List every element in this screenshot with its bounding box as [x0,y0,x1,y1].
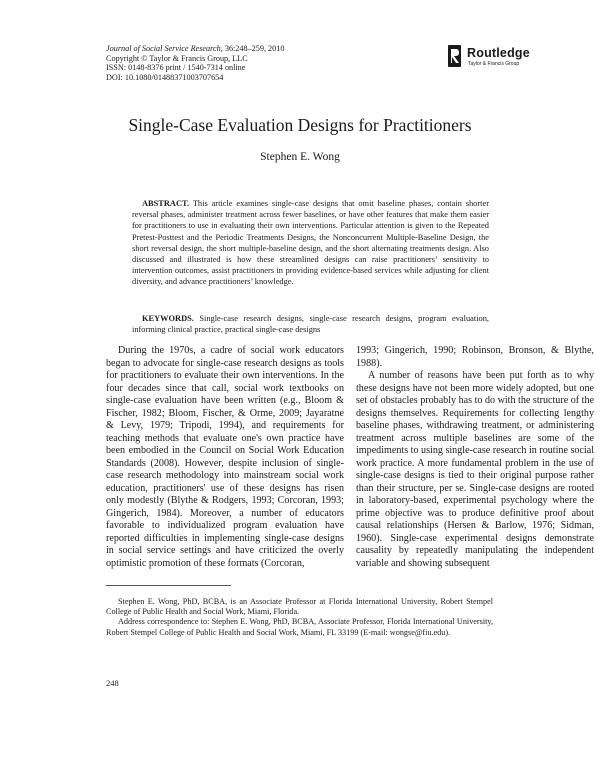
keywords-label: KEYWORDS. [142,314,194,323]
abstract-text: This article examines single-case designs that omit baseline phases, contain shorter reversal phases, administer treatment across fewer baselines, or have other features that make them easier for practitioners to use in evaluating their own interventions. Particular attention is given to the Repeated Pretest-Posttest and the Periodic Treatments Designs, the Nonconcurrent Multiple-Baseline Design, the short reversal design, the short multiple-baseline design, and the short alternating treatments design. Also discussed and illustrated is how these streamlined designs can raise practitioners’ sensitivity to intervention outcomes, assist practitioners in providing evidence-based services while adjusting for client diversity, and advance practitioners’ knowledge. [132,199,489,287]
journal-volume-pages: 36:248–259, 2010 [222,44,285,53]
footnotes [106,597,493,638]
keywords-text: Single-case research designs, single-case research designs, program evaluation, informing clinical practice, practical single-case designs [132,314,489,335]
publisher-logo [448,45,558,75]
journal-citation-line [106,44,406,54]
body-paragraph: A number of reasons have been put forth as to why these designs have not been more widely adopted, but one set of obstacles probably has to do with the structure of the designs themselves. Requirements for collecting lengthy baseline phases, withdrawing treatment, or administering treatment across multiple baselines are some of the impediments to using single-case research in routine social work practice. A more fundamental problem in the use of single-case designs is tied to their original purpose rather than their structure, per se. Single-case designs are rooted in laboratory-based, experimental psychology where the prime objective was to produce definitive proof about causal relationships (Hersen & Barlow, 1976; Sidman, 1960). Single-case experimental designs demonstrate causality by repeatedly manipulating the independent variable and showing subsequent [356,370,594,569]
publisher-name: Routledge [467,46,530,60]
author-affiliation-note: Stephen E. Wong, PhD, BCBA, is an Associate Professor at Florida International University, Robert Stempel College of Public Health and Social Work, Miami, Florida. [106,597,493,617]
body-column-left: During the 1970s, a cadre of social work educators began to advocate for single-case research designs as tools for practitioners to evaluate their own interventions. In the four decades since that call, social work textbooks on single-case evaluation have been written (e.g., Bloom & Fischer, 1982; Bloom, Fischer, & Orme, 2009; Jayaratne & Levy, 1979; Tripodi, 1994), and requirements for teaching methods that evaluate one's own practice have been embodied in the Council on Social Work Education Standards (2008). However, despite inclusion of single-case research methodology into mainstream social work education, practitioners' use of these designs has risen only modestly (Blythe & Rodgers, 1993; Corcoran, 1993; Gingerich, 1984). Moreover, a number of educators favorable to individualized program evaluation have reported difficulties in implementing single-case designs in social service settings and have criticized the overly optimistic promotion of these formats (Corcoran, [106,345,344,569]
publisher-subtitle: Taylor & Francis Group [468,61,520,67]
article-title: Single-Case Evaluation Designs for Practitioners [128,115,472,135]
article-author: Stephen E. Wong [260,151,340,163]
abstract [132,198,489,288]
body-column-right [356,345,594,570]
routledge-logo-icon [448,45,461,67]
issn-line: ISSN: 0148-8376 print / 1540-7314 online [106,63,246,73]
page-number: 248 [106,678,119,688]
journal-header [106,44,406,82]
correspondence-note: Address correspondence to: Stephen E. Wong, PhD, BCBA, Associate Professor, Florida International University, Robert Stempel College of Public Health and Social Work, Miami, FL 33199 (E-mail: wongse@fiu.edu). [106,617,493,637]
copyright-line: Copyright © Taylor & Francis Group, LLC [106,53,248,63]
keywords [132,313,489,335]
journal-name: Journal of Social Service Research, [106,44,223,53]
footnote-divider [106,585,231,586]
abstract-label: ABSTRACT. [142,199,190,208]
body-paragraph: 1993; Gingerich, 1990; Robinson, Bronson, & Blythe, 1988). [356,345,594,369]
doi-line: DOI: 10.1080/01488371003707654 [106,72,224,82]
